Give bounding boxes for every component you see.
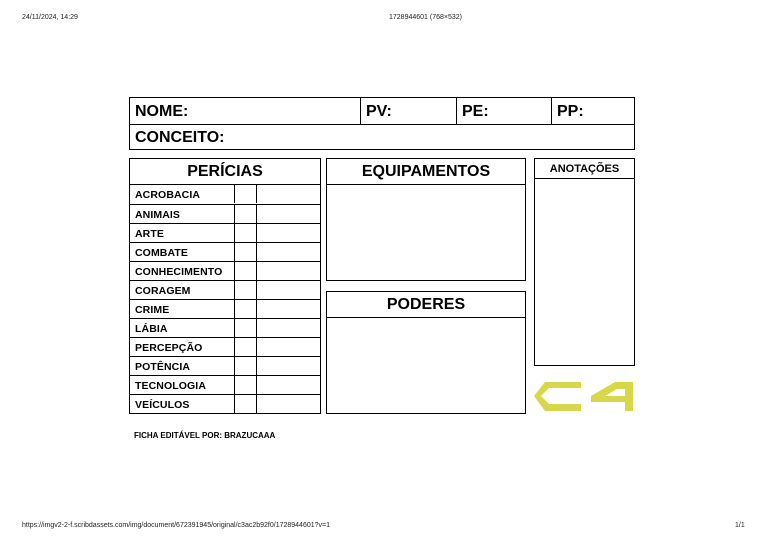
poderes-panel bbox=[326, 291, 526, 414]
skill-value-cell[interactable] bbox=[234, 281, 257, 299]
credit-text: FICHA EDITÁVEL POR: BRAZUCAAA bbox=[134, 431, 276, 440]
c4-logo bbox=[533, 380, 637, 413]
skill-label: ARTE bbox=[135, 228, 164, 240]
anotacoes-panel bbox=[534, 158, 635, 366]
list-item[interactable] bbox=[130, 185, 320, 204]
list-item[interactable] bbox=[130, 356, 320, 375]
nome-label: NOME: bbox=[135, 103, 189, 120]
skill-value-cell[interactable] bbox=[234, 338, 257, 356]
skill-value-cell[interactable] bbox=[234, 185, 257, 203]
skill-label: POTÊNCIA bbox=[135, 361, 191, 373]
print-title: 1728944601 (768×532) bbox=[389, 14, 462, 21]
skill-label: CORAGEM bbox=[135, 285, 191, 297]
list-item[interactable] bbox=[130, 204, 320, 223]
name-row bbox=[129, 97, 635, 125]
skill-value-cell[interactable] bbox=[234, 319, 257, 337]
divider bbox=[551, 98, 552, 124]
print-page-number: 1/1 bbox=[735, 522, 745, 529]
skill-label: VEÍCULOS bbox=[135, 399, 190, 411]
list-item[interactable] bbox=[130, 394, 320, 413]
skill-label: LÁBIA bbox=[135, 323, 168, 335]
list-item[interactable] bbox=[130, 261, 320, 280]
pericias-list bbox=[130, 185, 320, 413]
pp-label: PP: bbox=[557, 103, 584, 120]
list-item[interactable] bbox=[130, 337, 320, 356]
list-item[interactable] bbox=[130, 375, 320, 394]
equipamentos-header bbox=[327, 159, 525, 185]
pericias-title: PERÍCIAS bbox=[187, 163, 263, 180]
skill-value-cell[interactable] bbox=[234, 357, 257, 375]
pv-label: PV: bbox=[366, 103, 392, 120]
conceito-row bbox=[129, 124, 635, 150]
skill-value-cell[interactable] bbox=[234, 262, 257, 280]
skill-value-cell[interactable] bbox=[234, 395, 257, 413]
print-datetime: 24/11/2024, 14:29 bbox=[22, 14, 78, 21]
list-item[interactable] bbox=[130, 318, 320, 337]
skill-label: CRIME bbox=[135, 304, 170, 316]
anotacoes-title: ANOTAÇÕES bbox=[549, 163, 620, 175]
list-item[interactable] bbox=[130, 280, 320, 299]
pericias-header bbox=[130, 159, 320, 185]
list-item[interactable] bbox=[130, 242, 320, 261]
c4-logo-icon bbox=[533, 380, 637, 413]
skill-value-cell[interactable] bbox=[234, 376, 257, 394]
list-item[interactable] bbox=[130, 223, 320, 242]
skill-value-cell[interactable] bbox=[234, 300, 257, 318]
list-item[interactable] bbox=[130, 299, 320, 318]
poderes-header bbox=[327, 292, 525, 318]
equipamentos-panel bbox=[326, 158, 526, 281]
skill-value-cell[interactable] bbox=[234, 243, 257, 261]
skill-label: TECNOLOGIA bbox=[135, 380, 206, 392]
skill-label: PERCEPÇÃO bbox=[135, 342, 203, 354]
skill-label: ACROBACIA bbox=[135, 189, 201, 201]
skill-label: COMBATE bbox=[135, 247, 188, 259]
equipamentos-title: EQUIPAMENTOS bbox=[361, 163, 491, 180]
anotacoes-field[interactable] bbox=[535, 179, 634, 365]
print-url[interactable]: https://imgv2-2-f.scribdassets.com/img/document/672391945/original/c3ac2b92f0/1728944601?v=1 bbox=[22, 522, 330, 529]
conceito-label: CONCEITO: bbox=[135, 129, 225, 146]
pe-label: PE: bbox=[462, 103, 489, 120]
divider bbox=[360, 98, 361, 124]
equipamentos-field[interactable] bbox=[327, 185, 525, 280]
divider bbox=[456, 98, 457, 124]
skill-label: ANIMAIS bbox=[135, 209, 181, 221]
poderes-title: PODERES bbox=[386, 296, 466, 313]
skill-value-cell[interactable] bbox=[234, 224, 257, 242]
poderes-field[interactable] bbox=[327, 318, 525, 413]
anotacoes-header bbox=[535, 159, 634, 179]
skill-label: CONHECIMENTO bbox=[135, 266, 223, 278]
pericias-panel bbox=[129, 158, 321, 414]
skill-value-cell[interactable] bbox=[234, 205, 257, 223]
